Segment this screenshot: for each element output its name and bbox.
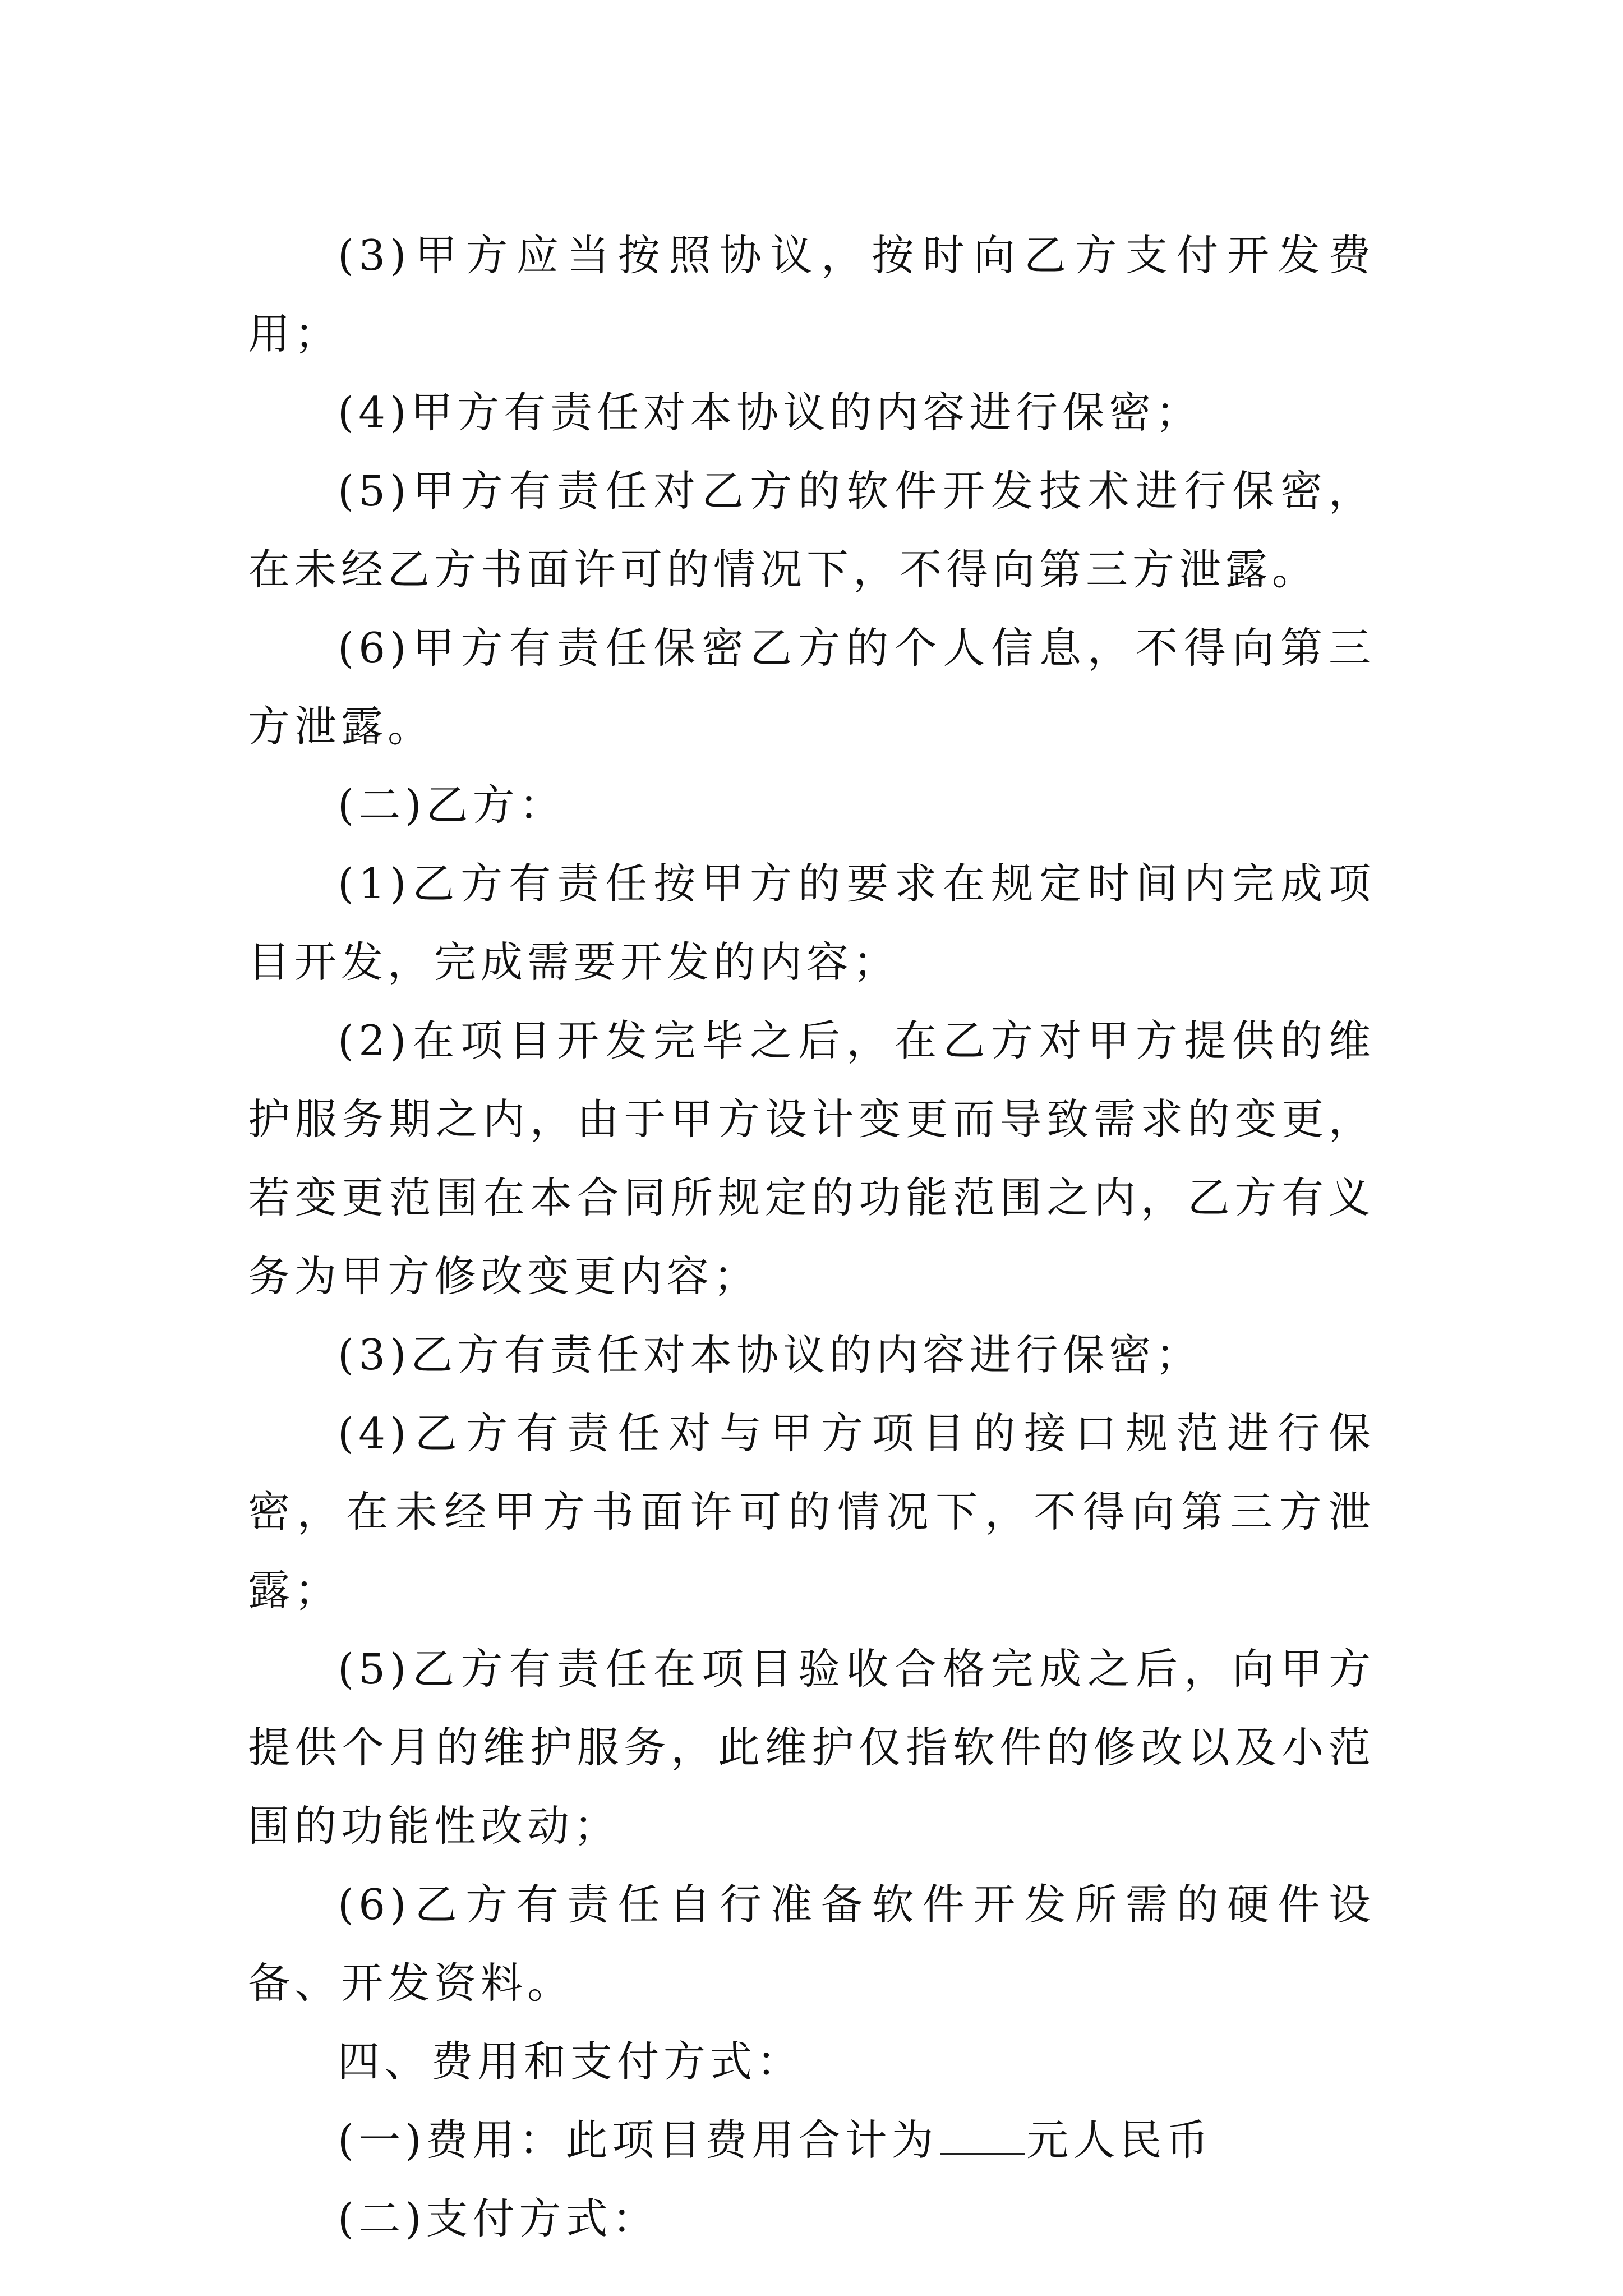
clause-party-b-4: (4)乙方有责任对与甲方项目的接口规范进行保密，在未经甲方书面许可的情况下，不得向第三方泄露； bbox=[248, 1409, 1375, 1615]
clause-party-a-5: (5)甲方有责任对乙方的软件开发技术进行保密，在未经乙方书面许可的情况下，不得向第三方泄露。 bbox=[248, 466, 1375, 594]
document-body bbox=[248, 216, 1375, 2258]
clause-party-b-1: (1)乙方有责任按甲方的要求在规定时间内完成项目开发，完成需要开发的内容； bbox=[248, 859, 1375, 987]
payment-method-heading: (二)支付方式： bbox=[338, 2194, 659, 2243]
fee-clause bbox=[248, 2101, 1375, 2179]
clause-party-b-5: (5)乙方有责任在项目验收合格完成之后，向甲方提供个月的维护服务，此维护仅指软件的修改以及小范围的功能性改动； bbox=[248, 1644, 1375, 1851]
fee-clause-prefix: (一)费用：此项目费用合计为 bbox=[338, 2115, 938, 2165]
clause-party-a-4: (4)甲方有责任对本协议的内容进行保密； bbox=[338, 388, 1202, 437]
fee-amount-blank bbox=[940, 2114, 1025, 2155]
fee-clause-suffix: 元人民币 bbox=[1026, 2115, 1213, 2165]
clause-party-b-6: (6)乙方有责任自行准备软件开发所需的硬件设备、开发资料。 bbox=[248, 1880, 1375, 2008]
clause-party-b-2: (2)在项目开发完毕之后，在乙方对甲方提供的维护服务期之内，由于甲方设计变更而导致需求的变更，若变更范围在本合同所规定的功能范围之内，乙方有义务为甲方修改变更内容； bbox=[248, 1016, 1375, 1301]
clause-party-a-3: (3)甲方应当按照协议，按时向乙方支付开发费用； bbox=[248, 231, 1375, 358]
clause-party-a-6: (6)甲方有责任保密乙方的个人信息，不得向第三方泄露。 bbox=[248, 623, 1375, 751]
section-party-b-heading: (二)乙方： bbox=[338, 780, 566, 830]
section-fee-heading: 四、费用和支付方式： bbox=[338, 2037, 804, 2086]
clause-party-b-3: (3)乙方有责任对本协议的内容进行保密； bbox=[338, 1330, 1202, 1379]
